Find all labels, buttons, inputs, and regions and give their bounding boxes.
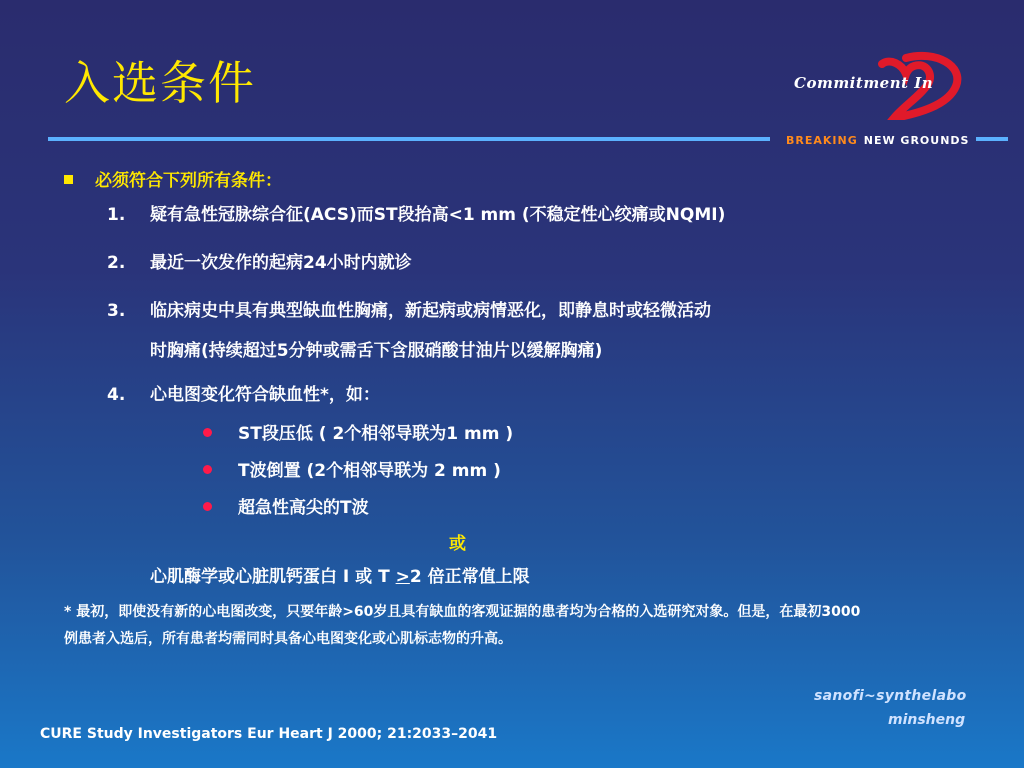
or-separator: 或 xyxy=(449,534,466,554)
sponsor-logo-sanofi: sanofi~synthelabo xyxy=(814,688,967,704)
criteria-item-3 xyxy=(107,303,711,320)
item-text: 临床病史中具有典型缺血性胸痛，新起病或病情恶化，即静息时或轻微活动 xyxy=(150,301,711,321)
commitment-logo xyxy=(786,48,966,118)
greater-equal-sign: > xyxy=(395,567,410,587)
square-bullet-icon xyxy=(64,175,73,184)
item-text: 疑有急性冠脉综合征(ACS)而ST段抬高<1 mm (不稳定性心绞痛或NQMI) xyxy=(150,205,726,225)
item-number: 1. xyxy=(107,205,126,225)
item-number: 3. xyxy=(107,301,126,321)
subitem-text: T波倒置 (2个相邻导联为 2 mm ) xyxy=(238,461,501,481)
criteria-heading xyxy=(64,166,282,191)
item-number: 2. xyxy=(107,253,126,273)
dot-bullet-icon xyxy=(203,465,212,474)
dot-bullet-icon xyxy=(203,428,212,437)
tagline-breaking: BREAKING xyxy=(786,134,858,147)
item-text: 最近一次发作的起病24小时内就诊 xyxy=(150,253,412,273)
biomarker-text-before: 心肌酶学或心脏肌钙蛋白 I 或 T xyxy=(150,567,396,587)
title-divider xyxy=(48,137,770,141)
logo-text: Commitment In xyxy=(794,74,934,92)
slide-title: 入选条件 xyxy=(64,56,256,110)
subitem-text: 超急性高尖的T波 xyxy=(238,498,369,518)
title-divider-right xyxy=(976,137,1008,141)
dot-bullet-icon xyxy=(203,502,212,511)
item-text: 心电图变化符合缺血性*，如： xyxy=(150,385,380,405)
biomarker-criterion xyxy=(150,562,530,587)
criteria-item-3-continued: 时胸痛(持续超过5分钟或需舌下含服硝酸甘油片以缓解胸痛) xyxy=(150,341,603,361)
criteria-heading-text: 必须符合下列所有条件： xyxy=(95,171,282,191)
footnote: * 最初，即使没有新的心电图改变，只要年龄>60岁且具有缺血的客观证据的患者均为合格的入选研究对象。但是，在最初3000例患者入选后，所有患者均需同时具备心电图变化或心肌标志物的升高。 xyxy=(64,604,861,647)
citation: CURE Study Investigators Eur Heart J 2000; 21:2033–2041 xyxy=(40,726,498,742)
logo-tagline xyxy=(786,134,969,147)
subitem-text: ST段压低 ( 2个相邻导联为1 mm ) xyxy=(238,424,514,444)
tagline-new-grounds: NEW GROUNDS xyxy=(863,134,970,147)
criteria-item-1 xyxy=(107,207,725,224)
ecg-subitem xyxy=(203,463,501,480)
biomarker-text-after: 2 倍正常值上限 xyxy=(409,567,530,587)
ecg-subitem xyxy=(203,426,513,443)
ecg-subitem xyxy=(203,500,369,517)
criteria-item-4 xyxy=(107,387,380,404)
criteria-item-2 xyxy=(107,255,412,272)
sponsor-logo-minsheng: minsheng xyxy=(888,712,966,728)
item-number: 4. xyxy=(107,385,126,405)
